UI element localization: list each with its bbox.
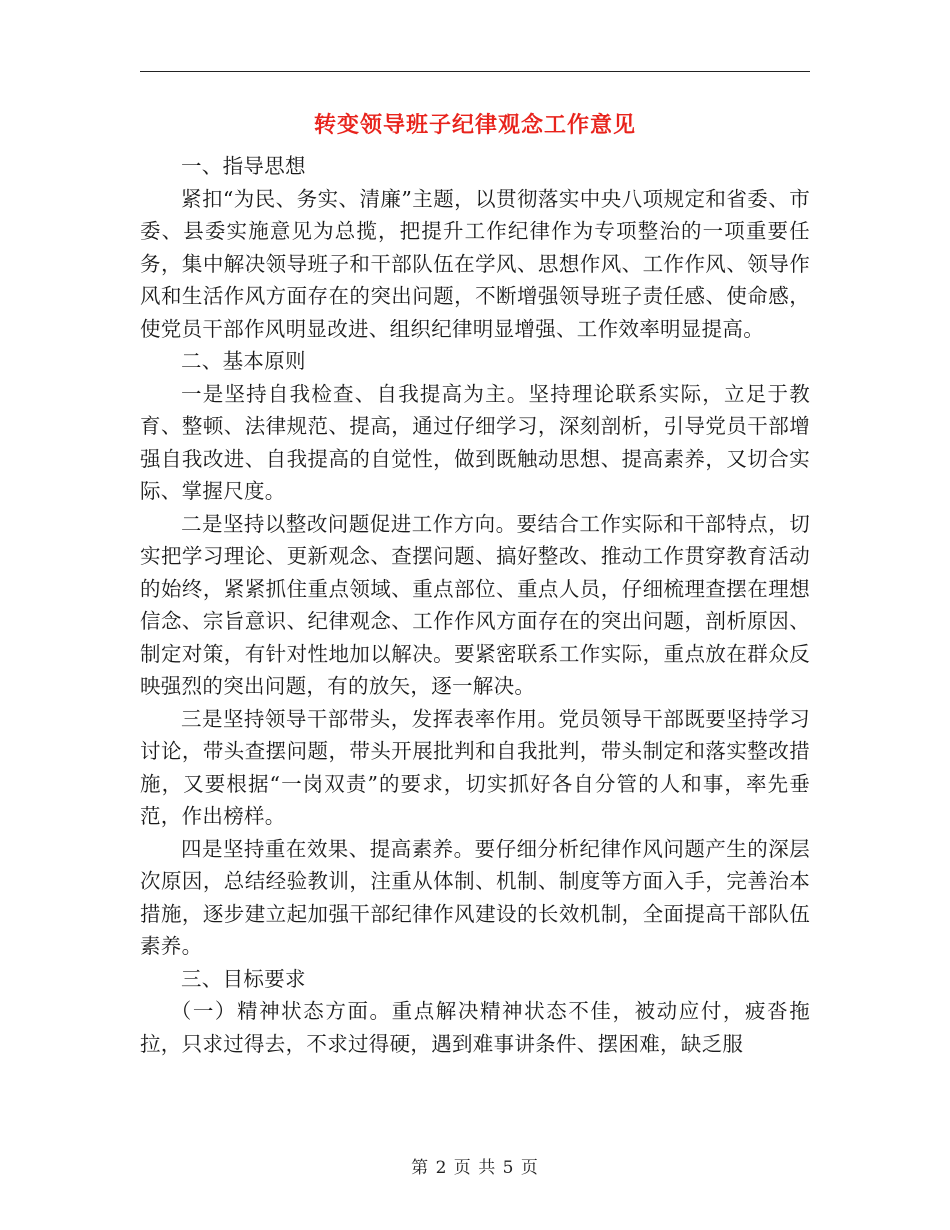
body-paragraph: 二是坚持以整改问题促进工作方向。要结合工作实际和干部特点，切实把学习理论、更新观念、查摆问题、搞好整改、推动工作贯穿教育活动的始终，紧紧抓住重点领域、重点部位、重点人员，仔细梳理查摆在理想信念、宗旨意识、纪律观念、工作作风方面存在的突出问题，剖析原因、制定对策，有针对性地加以解决。要紧密联系工作实际，重点放在群众反映强烈的突出问题，有的放矢，逐一解决。 bbox=[140, 511, 810, 698]
document-body bbox=[140, 150, 810, 1060]
section-heading: 一、指导思想 bbox=[181, 154, 306, 178]
document-title: 转变领导班子纪律观念工作意见 bbox=[313, 113, 636, 138]
body-paragraph: 紧扣“为民、务实、清廉”主题，以贯彻落实中央八项规定和省委、市委、县委实施意见为总揽，把提升工作纪律作为专项整治的一项重要任务，集中解决领导班子和干部队伍在学风、思想作风、工作作风、领导作风和生活作风方面存在的突出问题，不断增强领导班子责任感、使命感，使党员干部作风明显改进、组织纪律明显增强、工作效率明显提高。 bbox=[140, 186, 810, 341]
page-footer: 第 2 页 共 5 页 bbox=[411, 1158, 539, 1178]
body-paragraph: 四是坚持重在效果、提高素养。要仔细分析纪律作风问题产生的深层次原因，总结经验教训，注重从体制、机制、制度等方面入手，完善治本措施，逐步建立起加强干部纪律作风建设的长效机制，全面提高干部队伍素养。 bbox=[140, 836, 810, 958]
section-heading: 三、目标要求 bbox=[181, 966, 306, 991]
header-rule bbox=[140, 71, 810, 72]
section-heading: 二、基本原则 bbox=[181, 349, 306, 373]
body-paragraph: 三是坚持领导干部带头，发挥表率作用。党员领导干部既要坚持学习讨论，带头查摆问题，带头开展批判和自我批判，带头制定和落实整改措施，又要根据“一岗双责”的要求，切实抓好各自分管的人和事，率先垂范，作出榜样。 bbox=[140, 706, 810, 828]
subsection-paragraph: （一）精神状态方面。重点解决精神状态不佳，被动应付，疲沓拖拉，只求过得去，不求过得硬，遇到难事讲条件、摆困难，缺乏服 bbox=[140, 999, 810, 1056]
body-paragraph: 一是坚持自我检查、自我提高为主。坚持理论联系实际，立足于教育、整顿、法律规范、提高，通过仔细学习，深刻剖析，引导党员干部增强自我改进、自我提高的自觉性，做到既触动思想、提高素养，又切合实际、掌握尺度。 bbox=[140, 381, 810, 503]
